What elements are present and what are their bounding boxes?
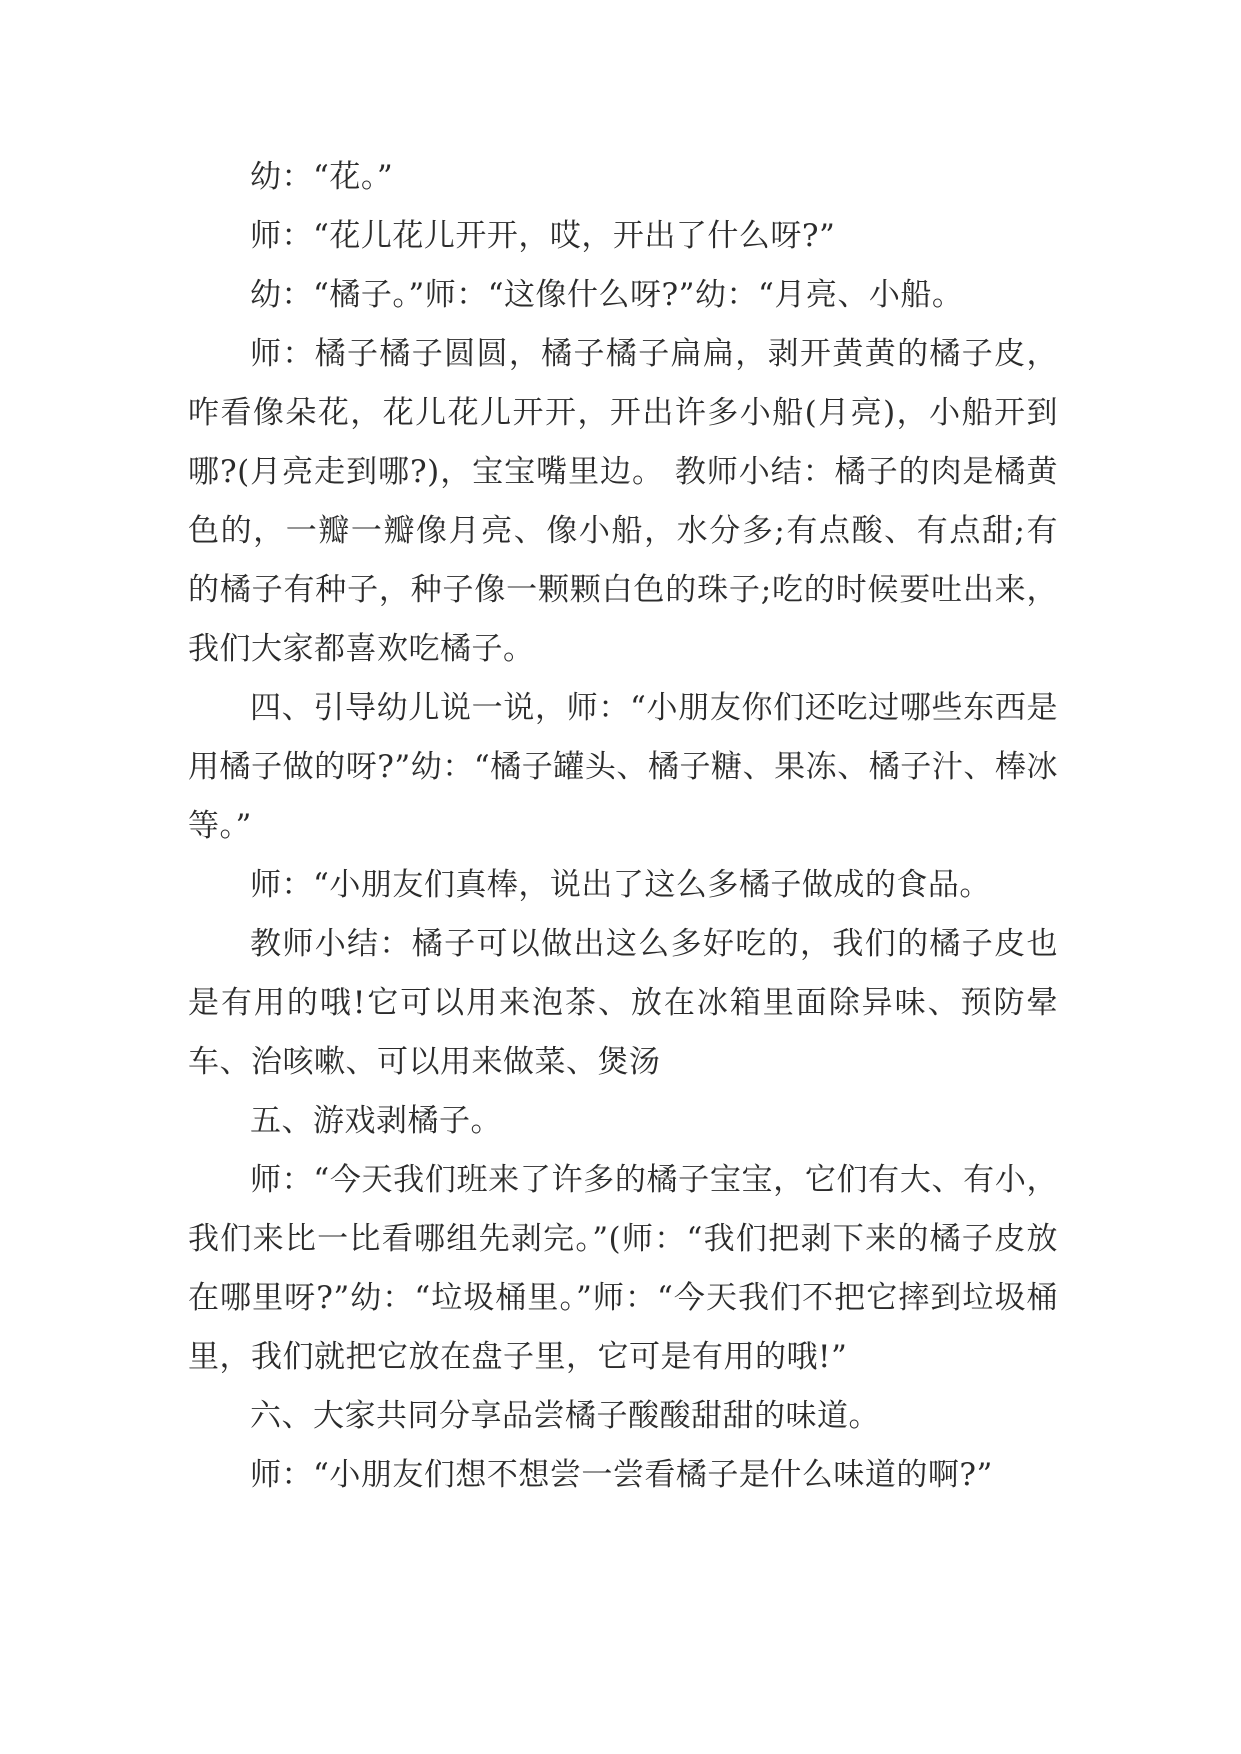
paragraph-2: 师：“花儿花儿开开，哎，开出了什么呀?” bbox=[250, 218, 836, 254]
paragraph-4: 师：橘子橘子圆圆，橘子橘子扁扁，剥开黄黄的橘子皮，咋看像朵花，花儿花儿开开，开出许多小船(月亮)，小船开到哪?(月亮走到哪?)，宝宝嘴里边。 教师小结：橘子的肉是橘黄色的，一瓣一瓣像月亮、像小船，水分多;有点酸、有点甜;有的橘子有种子，种子像一颗颗白色的珠子;吃的时候要吐出来，我们大家都喜欢吃橘子。 bbox=[188, 336, 1058, 667]
paragraph-1: 幼：“花。” bbox=[250, 159, 394, 195]
paragraph-8: 五、游戏剥橘子。 bbox=[250, 1103, 502, 1139]
paragraph-5: 四、引导幼儿说一说，师：“小朋友你们还吃过哪些东西是用橘子做的呀?”幼：“橘子罐头、橘子糖、果冻、橘子汁、棒冰等。” bbox=[188, 690, 1058, 844]
paragraph-9: 师：“今天我们班来了许多的橘子宝宝，它们有大、有小，我们来比一比看哪组先剥完。”(师：“我们把剥下来的橘子皮放在哪里呀?”幼：“垃圾桶里。”师：“今天我们不把它摔到垃圾桶里，我们就把它放在盘子里，它可是有用的哦!” bbox=[188, 1162, 1058, 1375]
paragraph-3: 幼：“橘子。”师：“这像什么呀?”幼：“月亮、小船。 bbox=[250, 277, 964, 313]
paragraph-10: 六、大家共同分享品尝橘子酸酸甜甜的味道。 bbox=[250, 1398, 880, 1434]
document-body bbox=[188, 148, 1058, 1505]
paragraph-11: 师：“小朋友们想不想尝一尝看橘子是什么味道的啊?” bbox=[250, 1457, 993, 1493]
paragraph-6: 师：“小朋友们真棒，说出了这么多橘子做成的食品。 bbox=[250, 867, 991, 903]
paragraph-7: 教师小结：橘子可以做出这么多好吃的，我们的橘子皮也是有用的哦!它可以用来泡茶、放在冰箱里面除异味、预防晕车、治咳嗽、可以用来做菜、煲汤 bbox=[188, 926, 1058, 1080]
